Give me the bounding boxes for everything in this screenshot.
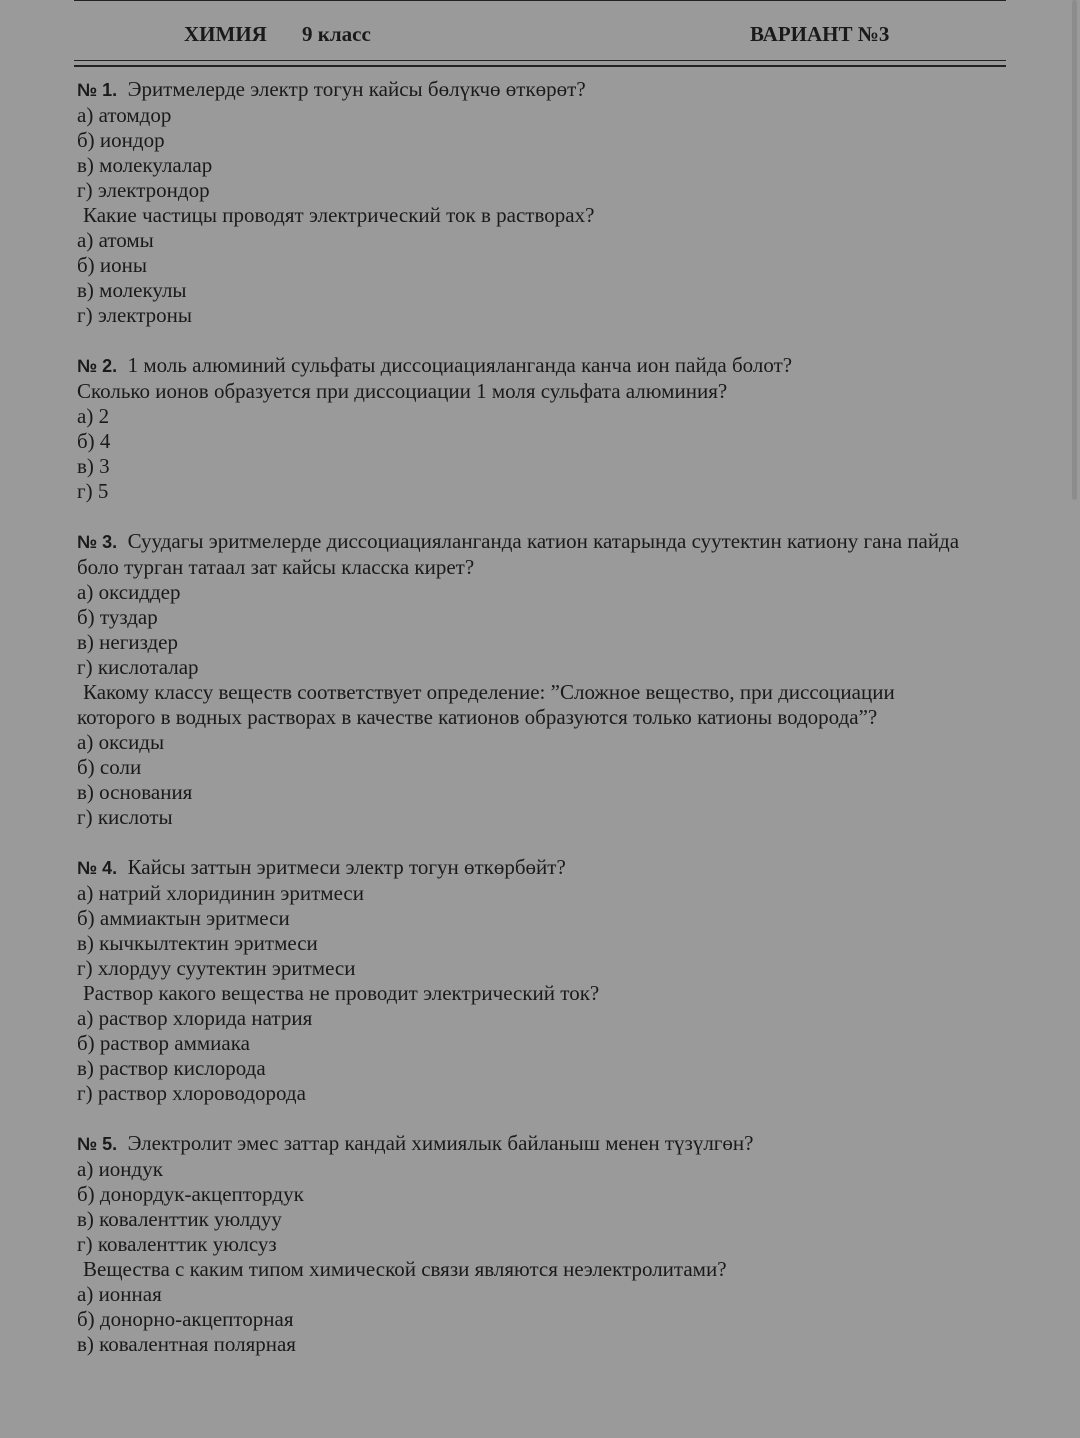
question-3-ru: Какому классу веществ соответствует определение: ”Сложное вещество, при диссоциации [83, 680, 895, 704]
page-header [74, 18, 1006, 52]
option: а) натрий хлоридинин эритмеси [77, 881, 364, 905]
option: в) 3 [77, 454, 110, 478]
option: г) раствор хлороводорода [77, 1081, 306, 1105]
question-2-kg: № 2. 1 моль алюминий сульфаты диссоциацияланганда канча ион пайда болот? [77, 353, 793, 377]
header-double-rule [74, 60, 1006, 67]
option: б) раствор аммиака [77, 1031, 250, 1055]
option: б) ионы [77, 253, 148, 277]
option: в) раствор кислорода [77, 1056, 266, 1080]
option: а) атомы [77, 228, 154, 252]
question-5-kg: № 5. Электролит эмес заттар кандай химиялык байланыш менен түзүлгөн? [77, 1131, 754, 1155]
variant-label: ВАРИАНТ №3 [750, 22, 890, 46]
option: г) хлордуу суутектин эритмеси [77, 956, 356, 980]
option: г) электроны [77, 303, 192, 327]
option: г) 5 [77, 479, 109, 503]
question-1-kg: № 1. Эритмелерде электр тогун кайсы бөлүкчө өткөрөт? [77, 77, 586, 101]
option: а) раствор хлорида натрия [77, 1006, 313, 1030]
option: в) молекулы [77, 278, 187, 302]
question-1-ru: Какие частицы проводят электрический ток в растворах? [83, 203, 595, 227]
option: в) кычкылтектин эритмеси [77, 931, 318, 955]
option: б) иондор [77, 128, 165, 152]
question-2-ru: Сколько ионов образуется при диссоциации 1 моля сульфата алюминия? [77, 379, 728, 403]
question-3-kg-cont: боло турган татаал зат кайсы класска кирет? [77, 555, 475, 579]
option: в) ковалентная полярная [77, 1332, 296, 1356]
top-rule [74, 0, 1006, 1]
option: г) электрондор [77, 178, 210, 202]
subject-title: ХИМИЯ [184, 22, 267, 46]
question-5-ru: Вещества с каким типом химической связи являются неэлектролитами? [83, 1257, 727, 1281]
option: г) кислоталар [77, 655, 199, 679]
question-3-kg: № 3. Суудагы эритмелерде диссоциацияланганда катион катарында суутектин катиону гана пайда [77, 529, 960, 553]
option: б) донордук-акцептордук [77, 1182, 304, 1206]
option: б) 4 [77, 429, 111, 453]
scrollbar[interactable] [1072, 0, 1077, 500]
option: а) атомдор [77, 103, 172, 127]
option: а) иондук [77, 1157, 163, 1181]
option: б) аммиактын эритмеси [77, 906, 290, 930]
option: в) основания [77, 780, 193, 804]
question-3-ru-cont: которого в водных растворах в качестве катионов образуются только катионы водорода”? [77, 705, 878, 729]
question-4-ru: Раствор какого вещества не проводит электрический ток? [83, 981, 600, 1005]
option: г) коваленттик уюлсуз [77, 1232, 277, 1256]
questions-content [77, 77, 1020, 1357]
grade-label: 9 класс [302, 22, 371, 46]
question-4-kg: № 4. Кайсы заттын эритмеси электр тогун өткөрбөйт? [77, 855, 566, 879]
option: а) оксиды [77, 730, 165, 754]
option: б) туздар [77, 605, 158, 629]
option: г) кислоты [77, 805, 173, 829]
option: а) оксиддер [77, 580, 181, 604]
option: а) 2 [77, 404, 110, 428]
option: а) ионная [77, 1282, 162, 1306]
option: б) соли [77, 755, 142, 779]
option: в) молекулалар [77, 153, 213, 177]
option: в) негиздер [77, 630, 178, 654]
option: в) коваленттик уюлдуу [77, 1207, 282, 1231]
option: б) донорно-акцепторная [77, 1307, 294, 1331]
